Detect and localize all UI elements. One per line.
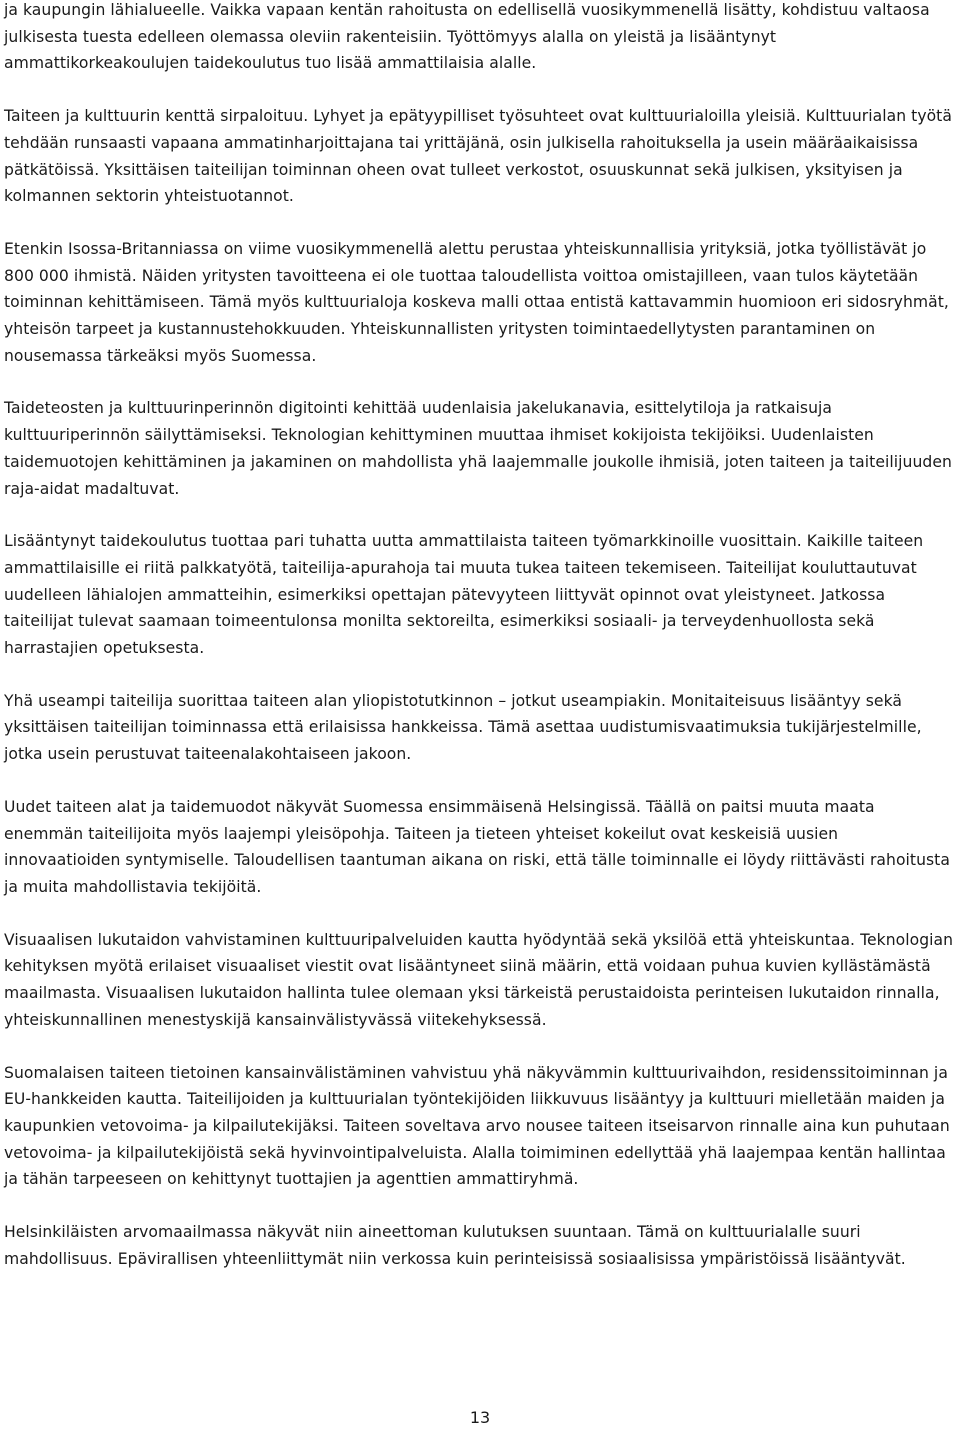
paragraph-1: ja kaupungin lähialueelle. Vaikka vapaan kentän rahoitusta on edellisellä vuosikymmenellä lisätty, kohdistuu valtaosa julkisesta tuesta edelleen olemassa oleviin rakenteisiin. Työttömyys alalla on yleistä ja lisääntynyt ammattikorkeakoulujen taidekoulutus tuo lisää ammattilaisia alalle. [4, 1, 930, 73]
paragraph-4: Taideteosten ja kulttuurinperinnön digitointi kehittää uudenlaisia jakelukanavia, esittelytiloja ja ratkaisuja kulttuuriperinnön säilyttämiseksi. Teknologian kehittyminen muuttaa ihmiset kokijoista tekijöiksi. Uudenlaisten taidemuotojen kehittäminen ja jakaminen on mahdollista yhä laajemmalle joukolle ihmisiä, joten taiteen ja taiteilijuuden raja-aidat madaltuvat. [4, 399, 952, 498]
paragraph-6: Yhä useampi taiteilija suorittaa taiteen alan yliopistotutkinnon – jotkut useampiakin. Monitaiteisuus lisääntyy sekä yksittäisen taiteilijan toiminnassa että erilaisissa hankkeissa. Tämä asettaa uudistumisvaatimuksia tukijärjestelmille, jotka usein perustuvat taiteenalakohtaiseen jakoon. [4, 691, 922, 764]
paragraph-10: Helsinkiläisten arvomaailmassa näkyvät niin aineettoman kulutuksen suuntaan. Tämä on kulttuurialalle suuri mahdollisuus. Epävirallisen yhteenliittymät niin verkossa kuin perinteisissä sosiaalisissa ympäristöissä lisääntyvät. [4, 1223, 906, 1268]
page-number: 13 [469, 1408, 491, 1427]
paragraph-3: Etenkin Isossa-Britanniassa on viime vuosikymmenellä alettu perustaa yhteiskunnallisia yrityksiä, jotka työllistävät jo 800 000 ihmistä. Näiden yritysten tavoitteena ei ole tuottaa taloudellista voittoa omistajilleen, vaan tulos käytetään toiminnan kehittämiseen. Tämä myös kulttuurialoja koskeva malli ottaa entistä kattavammin huomioon eri sidosryhmät, yhteisön tarpeet ja kustannustehokkuuden. Yhteiskunnallisten yritysten toimintaedellytysten parantaminen on nousemassa tärkeäksi myös Suomessa. [4, 239, 949, 365]
paragraph-2: Taiteen ja kulttuurin kenttä sirpaloituu. Lyhyet ja epätyypilliset työsuhteet ovat kulttuurialoilla yleisiä. Kulttuurialan työtä tehdään runsaasti vapaana ammatinharjoittajana tai yrittäjänä, osin julkisella rahoituksella ja usein määräaikaisissa pätkätöissä. Yksittäisen taiteilijan toiminnan oheen ovat tulleet verkostot, osuuskunnat sekä julkisen, yksityisen ja kolmannen sektorin yhteistuotannot. [4, 107, 952, 206]
paragraph-9: Suomalaisen taiteen tietoinen kansainvälistäminen vahvistuu yhä näkyvämmin kulttuurivaihdon, residenssitoiminnan ja EU-hankkeiden kautta. Taiteilijoiden ja kulttuurialan työntekijöiden liikkuvuus lisääntyy ja kulttuuri mielletään maiden ja kaupunkien vetovoima- ja kilpailutekijäksi. Taiteen soveltava arvo nousee taiteen itseisarvon rinnalle aina kun puhutaan vetovoima- ja kilpailutekijöistä sekä hyvinvointipalveluista. Alalla toimiminen edellyttää yhä laajempaa kentän hallintaa ja tähän tarpeeseen on kehittynyt tuottajien ja agenttien ammattiryhmä. [4, 1063, 950, 1189]
paragraph-7: Uudet taiteen alat ja taidemuodot näkyvät Suomessa ensimmäisenä Helsingissä. Täällä on paitsi muuta maata enemmän taiteilijoita myös laajempi yleisöpohja. Taiteen ja tieteen yhteiset kokeilut ovat keskeisiä uusien innovaatioiden syntymiselle. Taloudellisen taantuman aikana on riski, että tälle toiminnalle ei löydy riittävästi rahoitusta ja muita mahdollistavia tekijöitä. [4, 797, 950, 896]
paragraph-5: Lisääntynyt taidekoulutus tuottaa pari tuhatta uutta ammattilaista taiteen työmarkkinoille vuosittain. Kaikille taiteen ammattilaisille ei riitä palkkatyötä, taiteilija-apurahoja tai muuta tukea taiteen tekemiseen. Taiteilijat kouluttautuvat uudelleen lähialojen ammatteihin, esimerkiksi opettajan pätevyyteen liittyvät opinnot ovat yleistyneet. Jatkossa taiteilijat tulevat saamaan toimeentulonsa monilta sektoreilta, esimerkiksi sosiaali- ja terveydenhuollosta sekä harrastajien opetuksesta. [4, 532, 924, 658]
document-page [4, 0, 956, 1272]
paragraph-8: Visuaalisen lukutaidon vahvistaminen kulttuuripalveluiden kautta hyödyntää sekä yksilöä että yhteiskuntaa. Teknologian kehityksen myötä erilaiset visuaaliset viestit ovat lisääntyneet siinä määrin, että voidaan puhua kuvien kyllästämästä maailmasta. Visuaalisen lukutaidon hallinta tulee olemaan yksi tärkeistä perustaidoista perinteisen lukutaidon rinnalla, yhteiskunnallinen menestyskijä kansainvälistyvässä viitekehyksessä. [4, 930, 954, 1029]
